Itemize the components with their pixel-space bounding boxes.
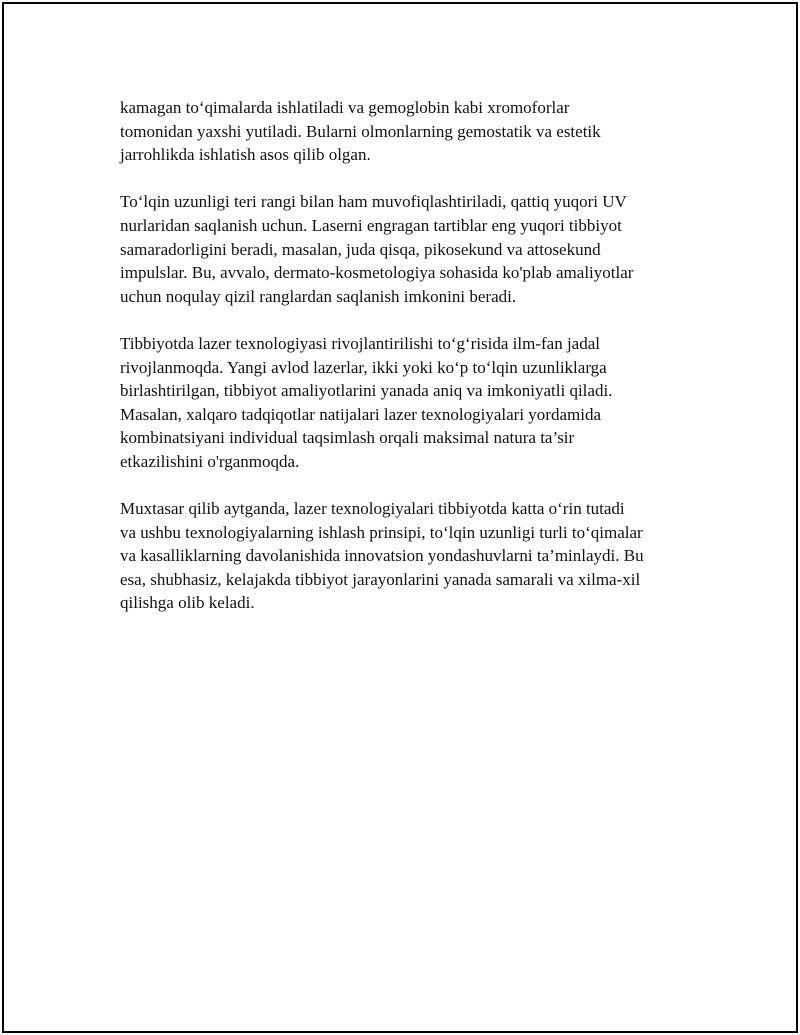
text-line: samaradorligini beradi, masalan, juda qisqa, pikosekund va attosekund [120, 239, 601, 259]
text-line: kamagan to‘qimalarda ishlatiladi va gemoglobin kabi xromoforlar [120, 98, 570, 117]
paragraph-4 [120, 497, 700, 615]
paragraph-1 [120, 96, 700, 167]
text-line: impulslar. Bu, avvalo, dermato-kosmetologiya sohasida ko'plab amaliyotlar [120, 263, 634, 283]
text-line: qilishga olib keladi. [120, 593, 255, 613]
text-line: esa, shubhasiz, kelajakda tibbiyot jarayonlarini yanada samarali va xilma-xil [120, 569, 641, 589]
text-line: Muxtasar qilib aytganda, lazer texnologiyalari tibbiyotda katta o‘rin tutadi [120, 499, 625, 519]
text-line: nurlaridan saqlanish uchun. Laserni engragan tartiblar eng yuqori tibbiyot [120, 215, 622, 235]
paragraph-3 [120, 332, 700, 474]
text-line: To‘lqin uzunligi teri rangi bilan ham muvofiqlashtiriladi, qattiq yuqori UV [120, 192, 627, 212]
paragraph-2 [120, 190, 700, 308]
text-line: va ushbu texnologiyalarning ishlash prinsipi, to‘lqin uzunligi turli to‘qimalar [120, 522, 643, 542]
text-line: kombinatsiyani individual taqsimlash orqali maksimal natura ta’sir [120, 428, 575, 448]
text-line: rivojlanmoqda. Yangi avlod lazerlar, ikki yoki ko‘p to‘lqin uzunliklarga [120, 357, 607, 377]
text-line: Tibbiyotda lazer texnologiyasi rivojlantirilishi to‘g‘risida ilm-fan jadal [120, 333, 601, 353]
document-body [120, 96, 700, 639]
text-line: Masalan, xalqaro tadqiqotlar natijalari lazer texnologiyalari yordamida [120, 404, 602, 424]
text-line: tomonidan yaxshi yutiladi. Bularni olmonlarning gemostatik va estetik [120, 121, 601, 141]
text-line: uchun noqulay qizil ranglardan saqlanish imkonini beradi. [120, 286, 517, 306]
text-line: va kasalliklarning davolanishida innovatsion yondashuvlarni ta’minlaydi. Bu [120, 546, 644, 566]
text-line: jarrohlikda ishlatish asos qilib olgan. [120, 145, 371, 165]
text-line: birlashtirilgan, tibbiyot amaliyotlarini yanada aniq va imkoniyatli qiladi. [120, 381, 613, 401]
document-page [2, 2, 798, 1033]
text-line: etkazilishini o'rganmoqda. [120, 451, 300, 471]
